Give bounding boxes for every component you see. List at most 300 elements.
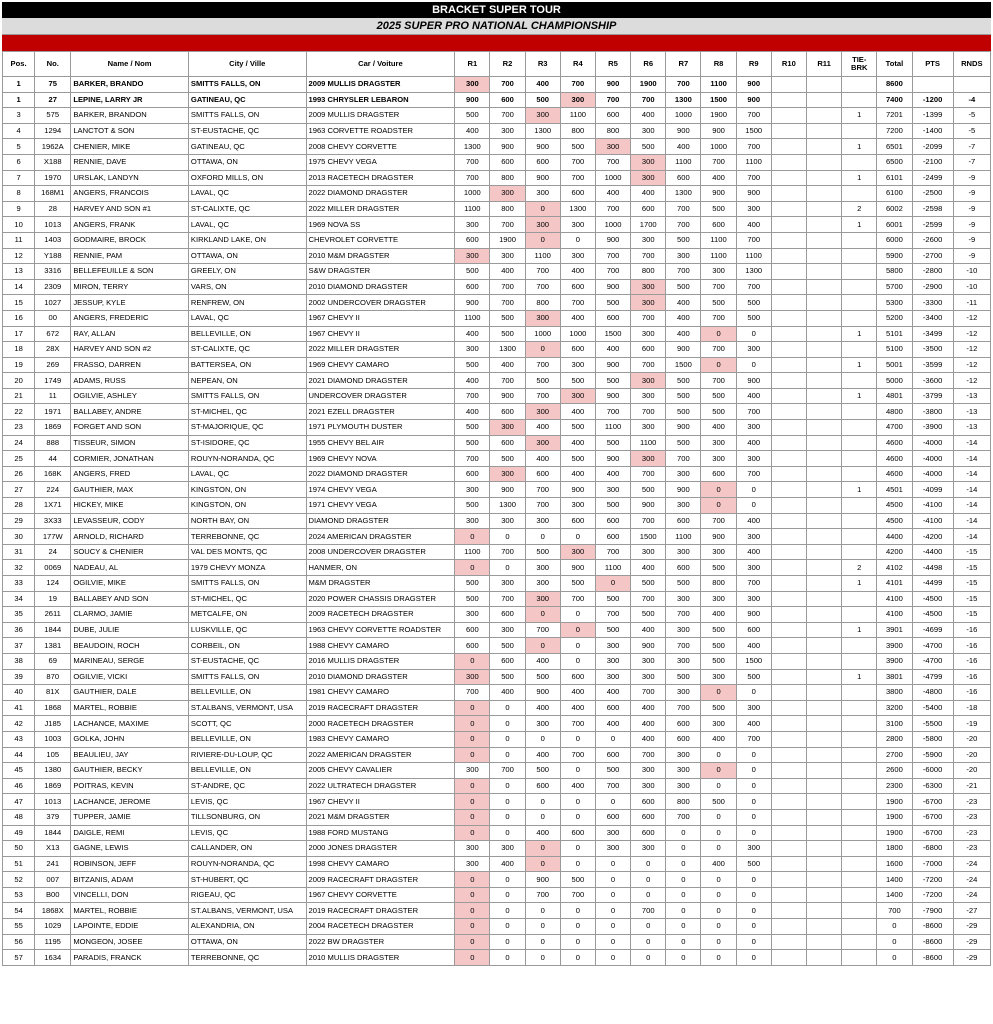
round-cell: 1000 [525,326,560,342]
round-cell: 0 [701,685,736,701]
round-cell: 700 [595,92,630,108]
pts-cell: -2900 [912,279,953,295]
table-row [3,747,991,763]
round-cell: 0 [736,794,771,810]
tiebreak-cell [842,186,877,202]
number-cell: 69 [35,653,71,669]
rnds-cell: -7 [953,154,990,170]
car-cell: 1969 CHEVY NOVA [306,451,455,467]
round-cell: 400 [595,716,630,732]
name-cell: GAUTHIER, DALE [71,685,189,701]
pts-cell: -3499 [912,326,953,342]
round-cell: 500 [666,576,701,592]
round-cell: 0 [701,809,736,825]
round-cell: 0 [631,856,666,872]
car-cell: 1988 CHEVY CAMARO [306,638,455,654]
name-cell: GAUTHIER, MAX [71,482,189,498]
round-cell: 0 [455,747,490,763]
car-cell: 1981 CHEVY CAMARO [306,685,455,701]
pos-cell: 30 [3,529,35,545]
table-row [3,92,991,108]
round-cell: 300 [560,248,595,264]
total-cell: 5100 [877,342,912,358]
round-cell [806,544,841,560]
round-cell [806,887,841,903]
round-cell: 900 [631,498,666,514]
round-cell: 0 [701,498,736,514]
pos-cell: 9 [3,201,35,217]
car-cell: 1993 CHRYSLER LEBARON [306,92,455,108]
rnds-cell: -18 [953,700,990,716]
round-cell: 400 [631,731,666,747]
round-cell: 300 [631,154,666,170]
tiebreak-cell: 1 [842,669,877,685]
pts-cell: -2499 [912,170,953,186]
round-cell: 700 [666,809,701,825]
table-row [3,716,991,732]
pos-cell: 17 [3,326,35,342]
round-cell: 400 [736,217,771,233]
round-cell: 0 [455,903,490,919]
round-cell [806,139,841,155]
round-cell: 400 [631,716,666,732]
pts-cell: -3799 [912,388,953,404]
round-cell [806,529,841,545]
round-cell: 400 [560,466,595,482]
round-cell: 300 [455,248,490,264]
round-cell: 700 [736,466,771,482]
round-cell: 900 [525,170,560,186]
round-cell: 0 [701,950,736,966]
rnds-cell: -15 [953,607,990,623]
city-cell: TERREBONNE, QC [188,529,306,545]
number-cell: 1962A [35,139,71,155]
total-cell: 5300 [877,295,912,311]
round-cell: 700 [631,685,666,701]
car-cell: 2022 MILLER DRAGSTER [306,201,455,217]
round-cell: 0 [490,872,525,888]
round-cell: 600 [666,513,701,529]
number-cell: X188 [35,154,71,170]
round-cell: 600 [490,607,525,623]
name-cell: BEAULIEU, JAY [71,747,189,763]
rnds-cell: -12 [953,326,990,342]
total-cell: 5800 [877,264,912,280]
table-row [3,435,991,451]
round-cell: 300 [560,217,595,233]
car-cell: 2010 DIAMOND DRAGSTER [306,669,455,685]
round-cell: 0 [666,841,701,857]
round-cell: 300 [631,653,666,669]
round-cell: 300 [560,388,595,404]
tiebreak-cell [842,310,877,326]
city-cell: LAVAL, QC [188,310,306,326]
round-cell: 600 [631,825,666,841]
round-cell: 1100 [631,435,666,451]
number-cell: Y188 [35,248,71,264]
round-cell: 0 [595,731,630,747]
round-cell: 400 [666,326,701,342]
round-cell: 500 [560,872,595,888]
round-cell: 400 [631,108,666,124]
round-cell [771,388,806,404]
city-cell: KINGSTON, ON [188,498,306,514]
round-cell: 600 [455,232,490,248]
round-cell: 500 [701,794,736,810]
round-cell: 400 [525,747,560,763]
round-cell: 1500 [736,123,771,139]
round-cell: 1300 [666,92,701,108]
round-cell: 300 [490,576,525,592]
round-cell: 0 [736,747,771,763]
city-cell: ST-CALIXTE, QC [188,342,306,358]
round-cell: 1100 [525,248,560,264]
round-cell: 600 [701,217,736,233]
round-cell: 1100 [701,232,736,248]
table-row [3,934,991,950]
total-cell: 1400 [877,887,912,903]
round-cell: 700 [666,700,701,716]
round-cell: 0 [525,607,560,623]
round-cell: 0 [455,872,490,888]
number-cell: 1403 [35,232,71,248]
round-cell: 700 [560,716,595,732]
total-cell: 4500 [877,498,912,514]
round-cell [771,763,806,779]
car-cell: 1955 CHEVY BEL AIR [306,435,455,451]
name-cell: ANGERS, FREDERIC [71,310,189,326]
round-cell: 1900 [490,232,525,248]
city-cell: OTTAWA, ON [188,248,306,264]
name-cell: MARTEL, ROBBIE [71,700,189,716]
table-row [3,513,991,529]
round-cell: 0 [525,903,560,919]
rnds-cell: -14 [953,513,990,529]
round-cell: 600 [525,778,560,794]
tiebreak-cell: 1 [842,388,877,404]
round-cell: 0 [455,529,490,545]
city-cell: BELLEVILLE, ON [188,326,306,342]
round-cell: 300 [666,763,701,779]
round-cell: 900 [701,186,736,202]
name-cell: GODMAIRE, BROCK [71,232,189,248]
round-cell: 0 [736,482,771,498]
round-cell: 300 [455,763,490,779]
round-cell: 0 [455,731,490,747]
rnds-cell: -21 [953,778,990,794]
pos-cell: 45 [3,763,35,779]
name-cell: URSLAK, LANDYN [71,170,189,186]
number-cell: 1868 [35,700,71,716]
number-cell: 105 [35,747,71,763]
round-cell: 300 [736,841,771,857]
round-cell: 0 [631,950,666,966]
pos-cell: 38 [3,653,35,669]
round-cell: 600 [631,201,666,217]
round-cell: 0 [701,763,736,779]
tiebreak-cell [842,700,877,716]
round-cell: 300 [490,186,525,202]
tiebreak-cell: 1 [842,576,877,592]
round-cell [771,622,806,638]
car-cell: 2024 AMERICAN DRAGSTER [306,529,455,545]
pos-cell: 34 [3,591,35,607]
round-cell: 500 [525,544,560,560]
round-cell: 0 [490,825,525,841]
round-cell: 700 [525,482,560,498]
round-cell: 0 [631,887,666,903]
round-cell: 300 [525,560,560,576]
round-cell: 300 [525,435,560,451]
round-cell: 900 [525,139,560,155]
name-cell: ANGERS, FRED [71,466,189,482]
round-cell: 300 [631,763,666,779]
pts-cell: -7900 [912,903,953,919]
round-cell: 400 [666,310,701,326]
pos-cell: 26 [3,466,35,482]
round-cell [806,934,841,950]
round-cell: 400 [701,420,736,436]
round-cell: 0 [560,841,595,857]
round-cell: 700 [666,451,701,467]
name-cell: LANCTOT & SON [71,123,189,139]
round-cell [806,778,841,794]
round-cell: 300 [455,607,490,623]
rnds-cell: -19 [953,716,990,732]
tiebreak-cell [842,716,877,732]
round-cell: 600 [560,342,595,358]
round-cell: 500 [736,295,771,311]
round-cell [771,498,806,514]
name-cell: FORGET AND SON [71,420,189,436]
round-cell: 600 [666,170,701,186]
round-cell: 400 [525,825,560,841]
round-cell: 700 [701,373,736,389]
round-cell: 0 [560,653,595,669]
round-cell: 300 [525,591,560,607]
table-row [3,887,991,903]
round-cell: 600 [490,154,525,170]
round-cell [806,607,841,623]
round-cell: 300 [455,482,490,498]
rnds-cell: -16 [953,669,990,685]
round-cell: 1300 [525,123,560,139]
city-cell: GATINEAU, QC [188,139,306,155]
table-row [3,326,991,342]
city-cell: SMITTS FALLS, ON [188,77,306,93]
table-row [3,950,991,966]
round-cell: 400 [490,685,525,701]
pts-cell: -4500 [912,591,953,607]
table-row [3,451,991,467]
number-cell: 1971 [35,404,71,420]
pos-cell: 32 [3,560,35,576]
number-cell: 2309 [35,279,71,295]
round-cell [806,669,841,685]
table-row [3,763,991,779]
rnds-cell: -4 [953,92,990,108]
round-cell: 0 [490,934,525,950]
round-cell: 600 [666,716,701,732]
tiebreak-cell [842,529,877,545]
total-cell: 7201 [877,108,912,124]
round-cell [771,342,806,358]
round-cell: 0 [666,919,701,935]
name-cell: ADAMS, RUSS [71,373,189,389]
total-cell: 0 [877,934,912,950]
pts-cell: -4100 [912,513,953,529]
round-cell [806,248,841,264]
car-cell: 2020 POWER CHASSIS DRAGSTER [306,591,455,607]
round-cell: 700 [560,887,595,903]
city-cell: ALEXANDRIA, ON [188,919,306,935]
round-cell [806,92,841,108]
round-cell: 500 [701,201,736,217]
round-cell: 0 [701,841,736,857]
pos-cell: 27 [3,482,35,498]
round-cell: 0 [455,778,490,794]
number-cell: 672 [35,326,71,342]
tiebreak-cell [842,841,877,857]
round-cell: 500 [455,108,490,124]
name-cell: HICKEY, MIKE [71,498,189,514]
pts-cell: -4099 [912,482,953,498]
number-cell: 1381 [35,638,71,654]
number-cell: 1970 [35,170,71,186]
name-cell: PARADIS, FRANCK [71,950,189,966]
round-cell: 700 [455,685,490,701]
name-cell: HARVEY AND SON #2 [71,342,189,358]
number-cell: 81X [35,685,71,701]
round-cell: 300 [455,856,490,872]
round-cell: 0 [455,716,490,732]
table-row [3,373,991,389]
name-cell: JESSUP, KYLE [71,295,189,311]
rnds-cell: -14 [953,529,990,545]
table-row [3,529,991,545]
number-cell: 00 [35,310,71,326]
pos-cell: 44 [3,747,35,763]
table-row [3,420,991,436]
tiebreak-cell: 2 [842,560,877,576]
round-cell: 1000 [595,217,630,233]
round-cell: 300 [560,357,595,373]
round-cell: 300 [736,451,771,467]
rnds-cell: -24 [953,856,990,872]
round-cell: 400 [595,342,630,358]
number-cell: 11 [35,388,71,404]
round-cell: 700 [595,248,630,264]
round-cell: 500 [666,435,701,451]
tiebreak-cell: 2 [842,201,877,217]
pts-cell: -2500 [912,186,953,202]
round-cell: 700 [490,77,525,93]
round-cell: 0 [736,763,771,779]
round-cell: 300 [666,685,701,701]
round-cell [771,887,806,903]
total-cell: 1600 [877,856,912,872]
round-cell: 400 [666,295,701,311]
rnds-cell: -14 [953,466,990,482]
round-cell: 500 [490,310,525,326]
city-cell: RIVIERE-DU-LOUP, QC [188,747,306,763]
pts-cell: -2598 [912,201,953,217]
rnds-cell: -9 [953,186,990,202]
round-cell: 300 [666,778,701,794]
pos-cell: 23 [3,420,35,436]
round-cell: 0 [701,747,736,763]
rnds-cell: -29 [953,934,990,950]
round-cell: 700 [490,763,525,779]
round-cell: 300 [631,279,666,295]
total-cell: 3900 [877,653,912,669]
round-cell: 700 [455,154,490,170]
pos-cell: 25 [3,451,35,467]
round-cell [771,201,806,217]
round-cell: 500 [701,295,736,311]
round-cell [771,778,806,794]
round-cell: 0 [736,685,771,701]
round-cell: 0 [490,919,525,935]
round-cell: 1100 [455,310,490,326]
car-cell: 2022 DIAMOND DRAGSTER [306,186,455,202]
round-cell: 1000 [595,170,630,186]
car-cell: 1963 CORVETTE ROADSTER [306,123,455,139]
round-cell: 300 [560,498,595,514]
round-cell [806,685,841,701]
round-cell: 900 [490,388,525,404]
pos-cell: 51 [3,856,35,872]
name-cell: RENNIE, PAM [71,248,189,264]
city-cell: ST.ALBANS, VERMONT, USA [188,700,306,716]
total-cell: 2800 [877,731,912,747]
round-cell: 1300 [666,186,701,202]
tiebreak-cell [842,498,877,514]
round-cell: 700 [701,310,736,326]
pos-cell: 11 [3,232,35,248]
round-cell: 0 [701,903,736,919]
round-cell: 0 [736,950,771,966]
car-cell: 2022 ULTRATECH DRAGSTER [306,778,455,794]
total-cell: 6501 [877,139,912,155]
car-cell: 1998 CHEVY CAMARO [306,856,455,872]
round-cell: 400 [631,622,666,638]
round-cell: 0 [701,482,736,498]
total-cell: 4102 [877,560,912,576]
round-cell: 500 [666,232,701,248]
rnds-cell: -29 [953,950,990,966]
round-cell [806,622,841,638]
name-cell: OGILVIE, ASHLEY [71,388,189,404]
total-cell: 6000 [877,232,912,248]
car-cell: 2022 DIAMOND DRAGSTER [306,466,455,482]
round-cell: 0 [490,747,525,763]
number-cell: 3X33 [35,513,71,529]
round-cell: 0 [525,201,560,217]
number-cell: 168M1 [35,186,71,202]
name-cell: MARINEAU, SERGE [71,653,189,669]
col-header: R4 [560,52,595,77]
round-cell: 1100 [701,77,736,93]
round-cell: 0 [736,778,771,794]
number-cell: 3316 [35,264,71,280]
round-cell: 600 [455,638,490,654]
round-cell: 300 [560,544,595,560]
round-cell: 700 [701,154,736,170]
red-banner [2,35,991,51]
round-cell: 700 [631,903,666,919]
round-cell: 500 [701,700,736,716]
